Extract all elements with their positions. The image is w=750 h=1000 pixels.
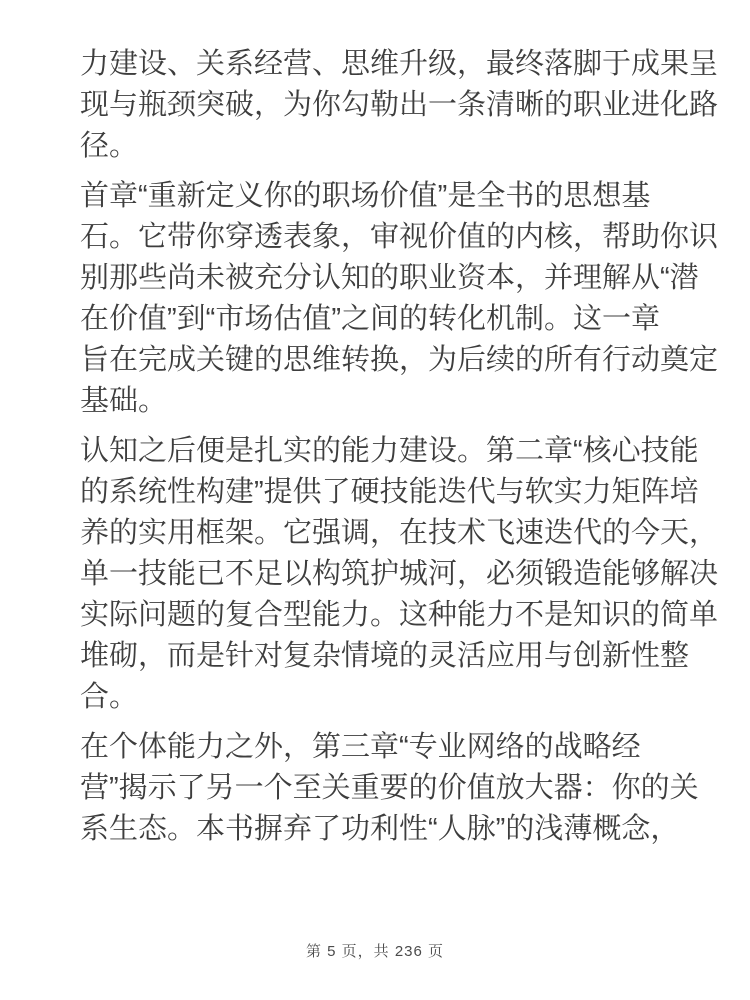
text-line: 现与瓶颈突破，为你勾勒出一条清晰的职业进化路: [80, 89, 719, 121]
text-line: 认知之后便是扎实的能力建设。第二章“核心技能: [80, 435, 699, 467]
text-line: 石。它带你穿透表象，审视价值的内核，帮助你识: [80, 221, 719, 253]
page-indicator: 第 5 页，共 236 页: [305, 943, 445, 960]
paragraph: [80, 431, 720, 718]
text-line: 的系统性构建”提供了硬技能迭代与软实力矩阵培: [80, 476, 699, 508]
page-footer: [0, 941, 750, 963]
text-line: 径。: [80, 130, 139, 162]
text-line: 首章“重新定义你的职场价值”是全书的思想基: [80, 180, 651, 212]
text-line: 力建设、关系经营、思维升级，最终落脚于成果呈: [80, 48, 719, 80]
text-line: 在个体能力之外，第三章“专业网络的战略经: [80, 731, 641, 763]
text-line: 系生态。本书摒弃了功利性“人脉”的浅薄概念，: [80, 813, 680, 845]
text-line: 堆砌，而是针对复杂情境的灵活应用与创新性整: [80, 640, 690, 672]
paragraph: [80, 176, 720, 422]
paragraph: [80, 727, 720, 850]
text-line: 养的实用框架。它强调，在技术飞速迭代的今天，: [80, 517, 719, 549]
text-line: 基础。: [80, 385, 168, 417]
text-line: 单一技能已不足以构筑护城河，必须锻造能够解决: [80, 558, 719, 590]
text-line: 营”揭示了另一个至关重要的价值放大器：你的关: [80, 772, 699, 804]
paragraph: [80, 44, 720, 167]
text-line: 别那些尚未被充分认知的职业资本，并理解从“潜: [80, 262, 699, 294]
text-line: 实际问题的复合型能力。这种能力不是知识的简单: [80, 599, 719, 631]
text-line: 合。: [80, 681, 139, 713]
text-line: 在价值”到“市场估值”之间的转化机制。这一章: [80, 303, 660, 335]
page-text: [80, 44, 720, 859]
text-line: 旨在完成关键的思维转换，为后续的所有行动奠定: [80, 344, 719, 376]
